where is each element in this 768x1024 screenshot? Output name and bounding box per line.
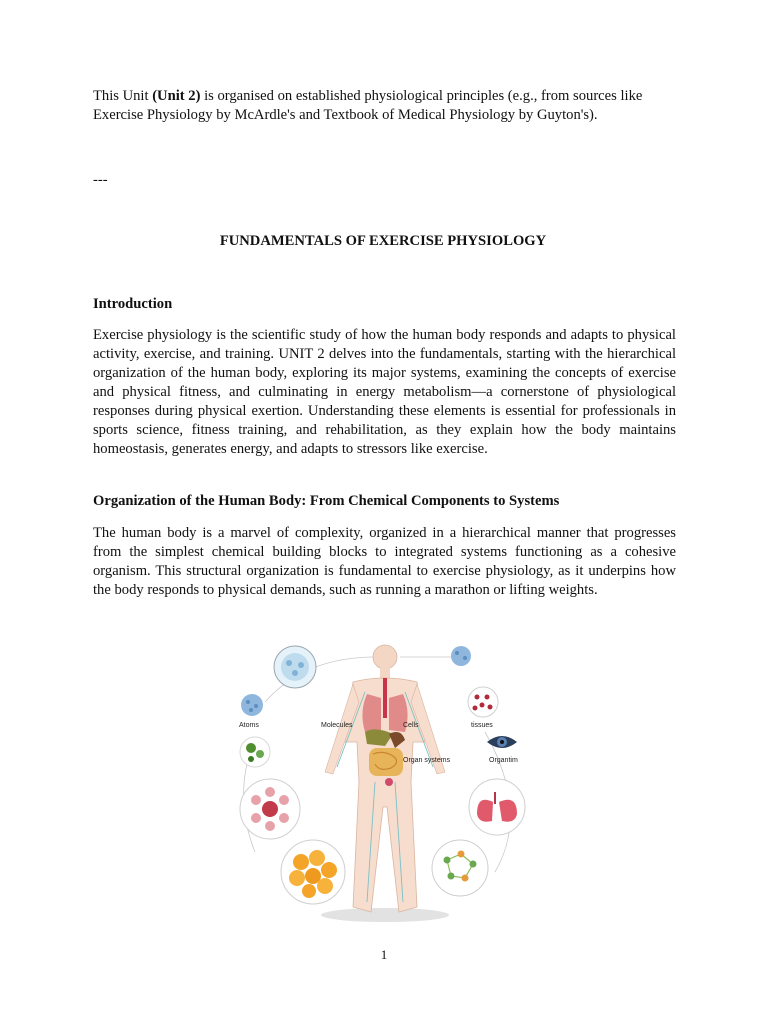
red-cells-bubble — [240, 779, 300, 839]
organization-heading: Organization of the Human Body: From Chemical Components to Systems — [93, 493, 560, 509]
label-organism: Organtim — [489, 757, 518, 764]
label-organ-systems: Organ systems — [403, 757, 451, 764]
eye-icon — [487, 736, 517, 748]
label-cells: Cells — [403, 722, 419, 729]
unit-intro-suffix: is organised on established physiological principles (e.g., from sources like Exercise Physiology by McArdle's and Textbook of Medical Physiology by Guyton's). — [93, 88, 643, 123]
organization-paragraph: The human body is a marvel of complexity, organized in a hierarchical manner that progresses from the simplest chemical building blocks to integrated systems functioning as a cohesive organism. This structural organization is fundamental to exercise physiology, as it underpins how the body responds to physical demands, such as running a marathon or lifting weights. — [93, 525, 676, 598]
molecule-bubble — [274, 646, 316, 688]
document-title: FUNDAMENTALS OF EXERCISE PHYSIOLOGY — [219, 233, 547, 249]
introduction-paragraph: Exercise physiology is the scientific study of how the human body responds and adapts to physical activity, exercise, and training. UNIT 2 delves into the fundamentals, starting with the hierarchical organization of the human body, exploring its major systems, examining the concepts of exercise and physical fitness, and culminating in energy metabolism—a cornerstone of physiological responses during physical exertion. Understanding these elements is essential for professionals in sports science, fitness training, and rehabilitation, as they explain how the body maintains homeostasis, generates energy, and adapts to stressors like exercise. — [93, 327, 676, 457]
label-atoms: Atoms — [239, 722, 259, 729]
microbe-icon — [240, 737, 270, 767]
network-bubble — [432, 840, 488, 896]
page-number: 1 — [380, 947, 388, 962]
label-tissues: tissues — [471, 722, 493, 729]
body-organization-figure — [225, 632, 545, 932]
introduction-heading: Introduction — [93, 296, 173, 312]
lungs-bubble — [469, 779, 525, 835]
atoms-icon — [241, 694, 263, 716]
body-organization-illustration — [225, 632, 545, 932]
separator: --- — [93, 172, 108, 188]
label-molecules: Molecules — [321, 722, 353, 729]
unit-intro-bold: (Unit 2) — [152, 88, 201, 104]
orange-tissue-bubble — [281, 840, 345, 904]
cells-icon — [451, 646, 471, 666]
tissues-icon — [468, 687, 498, 717]
unit-intro-note — [93, 87, 676, 125]
unit-intro-prefix: This Unit — [93, 88, 153, 104]
ground-shadow — [321, 908, 449, 922]
